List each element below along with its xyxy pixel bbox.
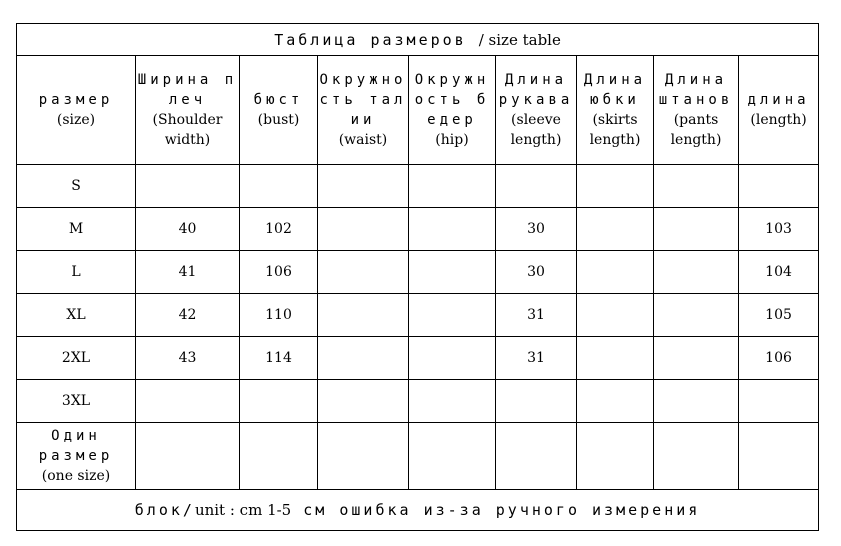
- table-title-ru: Таблица размеров: [274, 30, 467, 49]
- one-size-en: (one size): [41, 468, 111, 484]
- table-cell: [240, 165, 318, 208]
- column-header-en: (length): [750, 112, 807, 128]
- table-cell: 102: [240, 208, 318, 251]
- table-cell: [577, 208, 654, 251]
- table-cell: [318, 380, 409, 423]
- table-cell: 104: [739, 251, 819, 294]
- column-header-ru: Длина юбки: [583, 72, 647, 108]
- table-cell: [136, 380, 240, 423]
- column-header: [496, 56, 577, 165]
- table-body: [17, 165, 819, 490]
- column-header-en: (skirts length): [589, 112, 641, 148]
- table-cell: [409, 380, 496, 423]
- table-cell: [739, 380, 819, 423]
- table-cell: 31: [496, 337, 577, 380]
- table-cell: 41: [136, 251, 240, 294]
- table-cell: [318, 294, 409, 337]
- table-cell: 40: [136, 208, 240, 251]
- table-row-one-size: [17, 423, 819, 490]
- column-header-en: (sleeve length): [510, 112, 562, 148]
- table-cell: [654, 294, 739, 337]
- table-cell: 114: [240, 337, 318, 380]
- size-table-container: [16, 23, 818, 531]
- column-header-en: (pants length): [670, 112, 722, 148]
- table-cell: 30: [496, 208, 577, 251]
- one-size-ru: Один размер: [38, 428, 114, 464]
- column-header: [240, 56, 318, 165]
- column-header: [318, 56, 409, 165]
- table-cell: [318, 337, 409, 380]
- column-header-ru: Окружность бедер: [414, 72, 490, 128]
- table-footer: [17, 490, 819, 531]
- table-cell: [496, 165, 577, 208]
- table-cell: [654, 165, 739, 208]
- footer-unit-ru: блок/: [134, 501, 195, 519]
- size-table: [16, 23, 819, 531]
- table-cell: [577, 294, 654, 337]
- table-row: [17, 294, 819, 337]
- column-header: [577, 56, 654, 165]
- column-header: [739, 56, 819, 165]
- table-cell: [318, 423, 409, 490]
- table-cell: 42: [136, 294, 240, 337]
- column-header: [409, 56, 496, 165]
- table-cell: [654, 337, 739, 380]
- footer-unit-en: unit : cm 1-5: [194, 501, 292, 519]
- table-cell: [654, 380, 739, 423]
- table-cell: [409, 165, 496, 208]
- size-cell: M: [17, 208, 136, 251]
- size-cell: 2XL: [17, 337, 136, 380]
- table-cell: [577, 380, 654, 423]
- column-header-en: (size): [56, 112, 96, 128]
- column-header: [136, 56, 240, 165]
- column-header-en: (waist): [338, 132, 388, 148]
- table-cell: [240, 423, 318, 490]
- table-cell: 30: [496, 251, 577, 294]
- size-cell: S: [17, 165, 136, 208]
- table-row: [17, 165, 819, 208]
- column-header-ru: Длина штанов: [658, 72, 734, 108]
- column-header-ru: Окружность талии: [319, 72, 407, 128]
- table-cell: [318, 165, 409, 208]
- column-header-ru: размер: [38, 92, 114, 108]
- column-header-ru: Ширина плеч: [137, 72, 238, 108]
- table-cell: [577, 337, 654, 380]
- table-title-en: / size table: [478, 30, 561, 49]
- table-cell: [496, 423, 577, 490]
- table-cell: 106: [739, 337, 819, 380]
- size-cell: L: [17, 251, 136, 294]
- column-header-ru: бюст: [253, 92, 304, 108]
- table-cell: [240, 380, 318, 423]
- table-cell: 31: [496, 294, 577, 337]
- size-cell: 3XL: [17, 380, 136, 423]
- column-header-en: (Shoulder width): [152, 112, 223, 148]
- column-header: [17, 56, 136, 165]
- table-row: [17, 337, 819, 380]
- table-cell: [409, 423, 496, 490]
- table-cell: [409, 294, 496, 337]
- table-cell: [136, 423, 240, 490]
- size-cell: [17, 423, 136, 490]
- table-cell: 103: [739, 208, 819, 251]
- header-row: [17, 56, 819, 165]
- table-cell: [654, 208, 739, 251]
- column-header-en: (bust): [257, 112, 300, 128]
- table-cell: [318, 251, 409, 294]
- table-cell: [409, 208, 496, 251]
- column-header-en: (hip): [435, 132, 469, 148]
- table-cell: [739, 423, 819, 490]
- table-row: [17, 251, 819, 294]
- table-row: [17, 380, 819, 423]
- table-title: [17, 24, 819, 56]
- table-cell: 43: [136, 337, 240, 380]
- table-cell: [577, 165, 654, 208]
- table-cell: 110: [240, 294, 318, 337]
- footer-note: см ошибка из-за ручного измерения: [291, 501, 701, 519]
- table-row: [17, 208, 819, 251]
- table-cell: [496, 380, 577, 423]
- table-cell: [654, 251, 739, 294]
- table-cell: [409, 251, 496, 294]
- column-header: [654, 56, 739, 165]
- table-cell: [739, 165, 819, 208]
- column-header-ru: Длина рукава: [498, 72, 574, 108]
- table-cell: 106: [240, 251, 318, 294]
- column-header-ru: длина: [747, 92, 810, 108]
- table-cell: [654, 423, 739, 490]
- table-cell: [577, 251, 654, 294]
- size-cell: XL: [17, 294, 136, 337]
- table-cell: [318, 208, 409, 251]
- table-cell: [136, 165, 240, 208]
- table-cell: 105: [739, 294, 819, 337]
- table-cell: [577, 423, 654, 490]
- table-cell: [409, 337, 496, 380]
